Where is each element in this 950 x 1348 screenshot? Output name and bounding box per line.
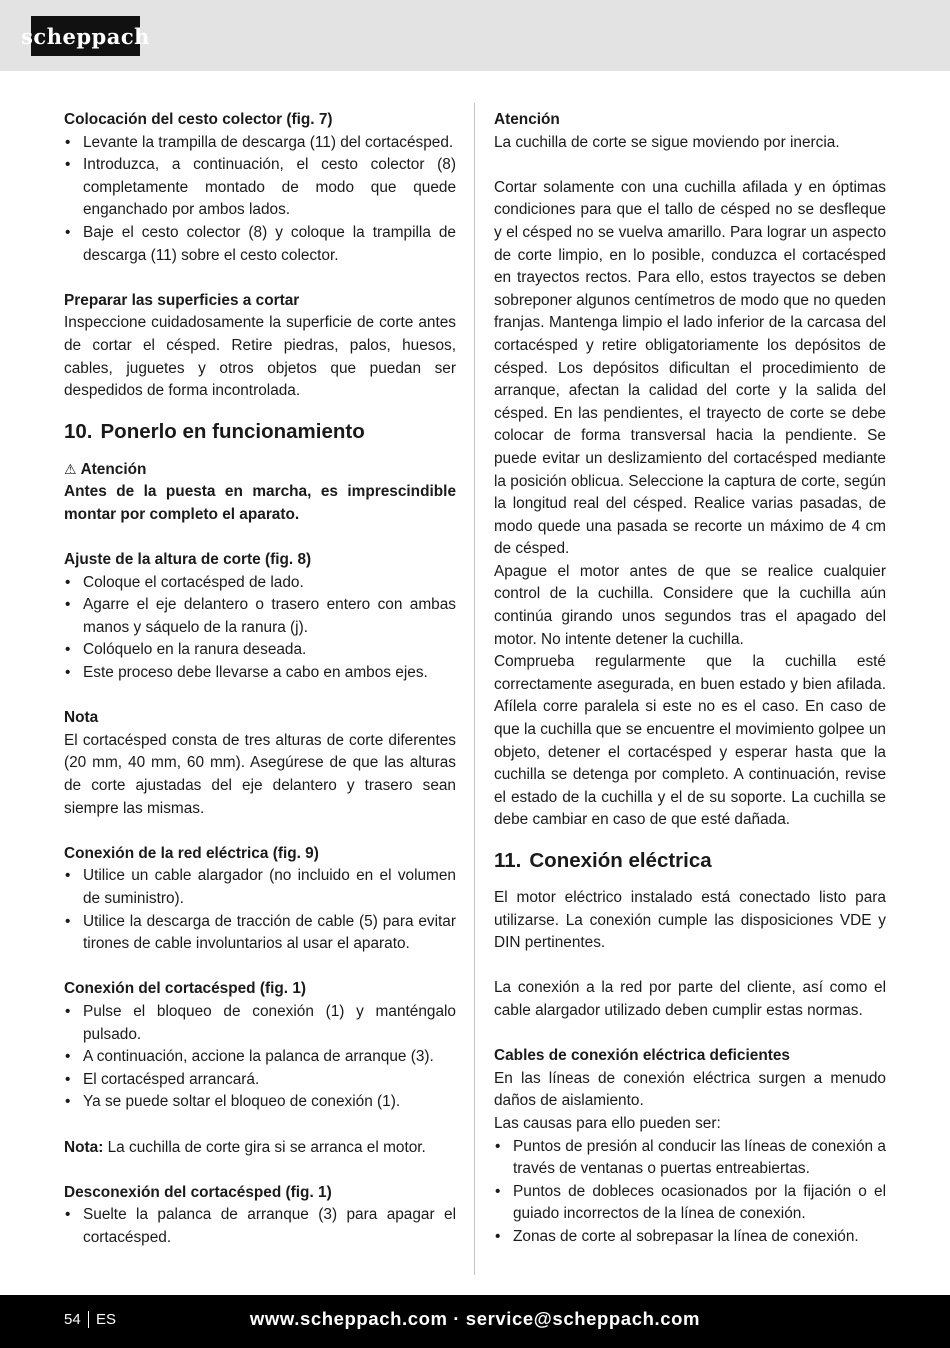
paragraph-defective-cables: En las líneas de conexión eléctrica surgen a menudo daños de aislamiento. — [494, 1069, 886, 1110]
heading-prepare-surfaces: Preparar las superficies a cortar — [64, 291, 300, 309]
list-item: • Introduzca, a continuación, el cesto colector (8) completamente montado de modo que quede enganchado por ambos lados. — [64, 154, 456, 222]
list-item: • Este proceso debe llevarse a cabo en ambos ejes. — [64, 662, 456, 685]
column-divider — [474, 103, 475, 1275]
list-item: • Coloque el cortacésped de lado. — [64, 572, 456, 595]
list-item: • Pulse el bloqueo de conexión (1) y manténgalo pulsado. — [64, 1001, 456, 1046]
list-switch-off — [64, 1204, 456, 1249]
paragraph-note: El cortacésped consta de tres alturas de corte diferentes (20 mm, 40 mm, 60 mm). Asegúrese de que las alturas de corte ajustadas del eje delantero y trasero sean siempre las mismas. — [64, 731, 456, 817]
section-10-label: Ponerlo en funcionamiento — [100, 419, 365, 443]
heading-collector-placement: Colocación del cesto colector (fig. 7) — [64, 111, 333, 128]
warning-icon: ⚠ — [64, 460, 77, 477]
list-cut-height — [64, 572, 456, 685]
paragraph-cutting-advice: Cortar solamente con una cuchilla afilada y en óptimas condiciones para que el tallo de césped no se desfleque y el césped no se vuelva amarillo. Para lograr un aspecto de corte limpio, en lo posible, conduzca el cortacésped en trayectos rectos. Para ello, estos trayectos se deben sobreponer algunos centímetros de modo que no queden franjas. Mantenga limpio el lado inferior de la carcasa del cortacésped y retire obligatoriamente los depósitos de césped. Los depósitos dificultan el procedimiento de arranque, afectan la calidad del corte y la salida del césped. En las pendientes, el trayecto de corte se debe colocar de forma transversal hacia la pendiente. Se puede evitar un deslizamiento del cortacésped mediante la posición oblicua. Seleccione la captura de corte, según la longitud real del césped. Realice varias pasadas, de modo quede una pasada se recorte un máximo de 4 cm de césped. — [494, 178, 886, 558]
note-blade — [64, 1137, 456, 1160]
page-number: 54 — [64, 1311, 81, 1328]
list-item: • Utilice un cable alargador (no incluido en el volumen de suministro). — [64, 865, 456, 910]
note-text: La cuchilla de corte gira si se arranca el motor. — [103, 1138, 426, 1156]
list-item: • Levante la trampilla de descarga (11) del cortacésped. — [64, 132, 456, 155]
footer-contact: www.scheppach.com · service@scheppach.com — [249, 1308, 701, 1329]
heading-note: Nota — [64, 709, 99, 727]
brand-logo: scheppach — [31, 16, 140, 56]
list-item: • Puntos de presión al conducir las líneas de conexión a través de ventanas o puertas entreabiertas. — [494, 1136, 886, 1181]
paragraph-customer-connection: La conexión a la red por parte del cliente, así como el cable alargador utilizado deben cumplir estas normas. — [494, 979, 886, 1019]
list-item: • Ya se puede soltar el bloqueo de conexión (1). — [64, 1091, 456, 1114]
list-item: • Suelte la palanca de arranque (3) para apagar el cortacésped. — [64, 1204, 456, 1249]
list-item: • Baje el cesto colector (8) y coloque la trampilla de descarga (11) sobre el cesto colector. — [64, 222, 456, 267]
heading-mains-connection: Conexión de la red eléctrica (fig. 9) — [64, 844, 319, 862]
language-code: ES — [96, 1311, 117, 1328]
paragraph-prepare-surfaces: Inspeccione cuidadosamente la superficie de corte antes de cortar el césped. Retire piedras, palos, huesos, cables, juguetes y otros objetos que puedan ser despedidos de forma incontrolada. — [64, 314, 456, 400]
left-column — [64, 109, 456, 1250]
paragraph-blade-check: Comprueba regularmente que la cuchilla esté correctamente asegurada, en buen estado y bien afilada. Afílela corre paralela si este no es el caso. En caso de que la cuchilla que se encuentre el movimiento golpee un objeto, detener el cortacésped y esperar hasta que la cuchilla se detenga por completo. A continuación, revise el estado de la cuchilla y el de su soporte. La cuchilla se debe cambiar en caso de que esté dañada. — [494, 653, 886, 829]
list-item: • Agarre el eje delantero o trasero entero con ambas manos y sáquelo de la ranura (j). — [64, 594, 456, 639]
paragraph-causes: Las causas para ello pueden ser: — [494, 1114, 721, 1132]
heading-switch-on: Conexión del cortacésped (fig. 1) — [64, 980, 307, 998]
paragraph-attention: La cuchilla de corte se sigue moviendo por inercia. — [494, 133, 840, 151]
list-item: • Puntos de dobleces ocasionados por la fijación o el guiado incorrectos de la línea de conexión. — [494, 1181, 886, 1226]
heading-cut-height: Ajuste de la altura de corte (fig. 8) — [64, 551, 312, 569]
section-11-number: 11. — [494, 849, 522, 872]
warning-text: Antes de la puesta en marcha, es imprescindible montar por completo el aparato. — [64, 483, 456, 523]
list-item: • Zonas de corte al sobrepasar la línea de conexión. — [494, 1226, 886, 1249]
list-item: • Utilice la descarga de tracción de cable (5) para evitar tirones de cable involuntarios al usar el aparato. — [64, 911, 456, 956]
list-switch-on — [64, 1001, 456, 1114]
paragraph-motor-ready: El motor eléctrico instalado está conectado listo para utilizarse. La conexión cumple las disposiciones VDE y DIN pertinentes. — [494, 889, 886, 952]
list-item: • Colóquelo en la ranura deseada. — [64, 639, 456, 662]
heading-switch-off: Desconexión del cortacésped (fig. 1) — [64, 1183, 332, 1201]
warning-label: Atención — [80, 460, 147, 478]
list-causes — [494, 1136, 886, 1249]
list-mains-connection — [64, 865, 456, 955]
note-label: Nota: — [64, 1138, 104, 1156]
heading-defective-cables: Cables de conexión eléctrica deficientes — [494, 1047, 790, 1065]
page-header — [0, 0, 950, 71]
section-10-number: 10. — [64, 419, 93, 443]
section-11-title — [494, 842, 886, 887]
paragraph-motor-off: Apague el motor antes de que se realice cualquier control de la cuchilla. Considere que la cuchilla aún continúa girando unos segundos tras el apagado del motor. No intente detener la cuchilla. — [494, 562, 886, 648]
list-collector-placement — [64, 132, 456, 268]
section-11-label: Conexión eléctrica — [529, 849, 712, 872]
section-10-title — [64, 413, 456, 458]
right-column — [494, 109, 886, 1249]
list-item: • El cortacésped arrancará. — [64, 1069, 456, 1092]
page-footer — [0, 1295, 950, 1348]
warning-heading — [64, 458, 456, 482]
heading-attention: Atención — [494, 111, 560, 128]
list-item: • A continuación, accione la palanca de arranque (3). — [64, 1046, 456, 1069]
